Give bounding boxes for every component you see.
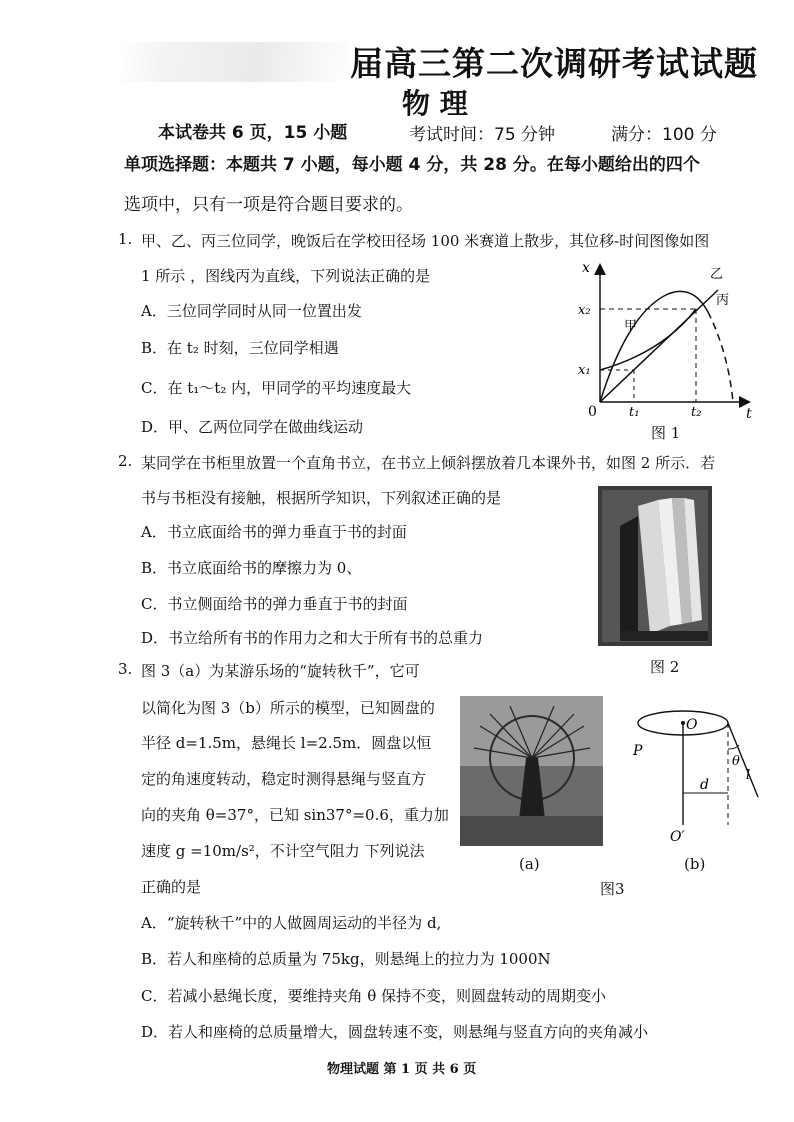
q2-option-b: B．书立底面给书的摩擦力为 0、 bbox=[141, 559, 362, 577]
section-instruction-text: 单项选择题：本题共 7 小题，每小题 4 分，共 28 分。在每小题给出的四个 bbox=[124, 155, 700, 175]
q2-stem-2: 书与书柜没有接触，根据所学知识，下列叙述正确的是 bbox=[141, 489, 502, 507]
label-x1: x₁ bbox=[578, 363, 591, 378]
q1-stem-1: 甲、乙、丙三位同学，晚饭后在学校田径场 100 米赛道上散步，其位移-时间图像如图 bbox=[141, 232, 710, 250]
figure-1-xt-graph bbox=[568, 252, 758, 432]
label-t2: t₂ bbox=[691, 405, 702, 420]
q2-option-d: D．书立给所有书的作用力之和大于所有书的总重力 bbox=[141, 629, 484, 647]
q2-stem-1: 某同学在书柜里放置一个直角书立，在书立上倾斜摆放着几本课外书，如图 2 所示．若 bbox=[141, 454, 716, 472]
q3-option-c: C．若减小悬绳长度，要维持夹角 θ 保持不变，则圆盘转动的周期变小 bbox=[141, 987, 607, 1005]
q2-option-c: C．书立侧面给书的弹力垂直于书的封面 bbox=[141, 595, 408, 613]
q1-option-b: B．在 t₂ 时刻，三位同学相遇 bbox=[141, 339, 339, 357]
figure-1-caption: 图 1 bbox=[651, 424, 681, 442]
q3-stem-6: 速度 g =10m/s²，不计空气阻力 下列说法 bbox=[141, 842, 425, 860]
label-O: O bbox=[686, 717, 698, 733]
label-jia: 甲 bbox=[624, 319, 638, 334]
q1-option-a: A．三位同学同时从同一位置出发 bbox=[141, 302, 362, 320]
q1-option-d: D．甲、乙两位同学在做曲线运动 bbox=[141, 418, 364, 436]
bookend-base bbox=[620, 631, 708, 641]
figure-3a-swing-ride-photo bbox=[460, 696, 603, 846]
figure-2-bookend-photo bbox=[598, 486, 712, 646]
label-theta: θ bbox=[732, 754, 740, 769]
section-instruction-2: 选项中，只有一项是符合题目要求的。 bbox=[124, 195, 413, 215]
line-yi-dashed bbox=[708, 312, 733, 402]
info-time: 考试时间：75 分钟 bbox=[409, 125, 556, 145]
label-x2: x₂ bbox=[578, 303, 591, 318]
q2-number: 2. bbox=[118, 452, 133, 470]
q3-stem-1: 图 3（a）为某游乐场的“旋转秋千”，它可 bbox=[141, 662, 420, 680]
bookend-side bbox=[620, 516, 638, 636]
figure-2-caption: 图 2 bbox=[650, 658, 680, 676]
q3-number: 3. bbox=[118, 660, 133, 678]
label-P: P bbox=[633, 743, 643, 759]
q1-option-c: C．在 t₁～t₂ 内，甲同学的平均速度最大 bbox=[141, 379, 412, 397]
scan-smudge bbox=[120, 42, 350, 82]
line-bing bbox=[600, 290, 718, 402]
figure-3a-label: (a) bbox=[519, 855, 540, 873]
label-bing: 丙 bbox=[716, 293, 730, 308]
label-origin: 0 bbox=[588, 404, 597, 420]
q1-stem-2: 1 所示 ，图线丙为直线，下列说法正确的是 bbox=[141, 267, 431, 285]
q3-option-a: A．“旋转秋千”中的人做圆周运动的半径为 d, bbox=[141, 914, 442, 932]
info-score: 满分：100 分 bbox=[611, 125, 717, 145]
q1-number: 1. bbox=[118, 230, 133, 248]
q3-stem-3: 半径 d=1.5m，悬绳长 l=2.5m．圆盘以恒 bbox=[141, 734, 432, 752]
q3-stem-2: 以简化为图 3（b）所示的模型，已知圆盘的 bbox=[141, 699, 435, 717]
q3-stem-5: 向的夹角 θ=37°，已知 sin37°=0.6，重力加 bbox=[141, 806, 449, 824]
q3-stem-4: 定的角速度转动，稳定时测得悬绳与竖直方 bbox=[141, 770, 427, 788]
subject-title: 物 理 bbox=[402, 87, 468, 120]
label-x-axis: x bbox=[582, 260, 590, 276]
label-t-axis: t bbox=[746, 406, 752, 422]
q3-option-d: D．若人和座椅的总质量增大，圆盘转速不变，则悬绳与竖直方向的夹角减小 bbox=[141, 1023, 649, 1041]
exam-title: 届高三第二次调研考试试题 bbox=[350, 44, 758, 83]
label-yi: 乙 bbox=[710, 267, 724, 282]
label-O-prime: O′ bbox=[670, 829, 685, 845]
q3-stem-7: 正确的是 bbox=[141, 878, 202, 896]
label-t1: t₁ bbox=[629, 405, 640, 420]
figure-3b-label: (b) bbox=[684, 855, 706, 873]
section-instruction-1 bbox=[124, 150, 700, 175]
figure-3-caption: 图3 bbox=[600, 880, 625, 898]
label-d: d bbox=[700, 777, 709, 793]
info-pages: 本试卷共 6 页，15 小题 bbox=[158, 123, 348, 143]
q3-option-b: B．若人和座椅的总质量为 75kg，则悬绳上的拉力为 1000N bbox=[141, 950, 551, 968]
q2-option-a: A．书立底面给书的弹力垂直于书的封面 bbox=[141, 523, 407, 541]
label-l: l bbox=[746, 768, 751, 783]
page-footer: 物理试题 第 1 页 共 6 页 bbox=[327, 1062, 477, 1077]
figure-3b-model-diagram bbox=[628, 705, 768, 855]
